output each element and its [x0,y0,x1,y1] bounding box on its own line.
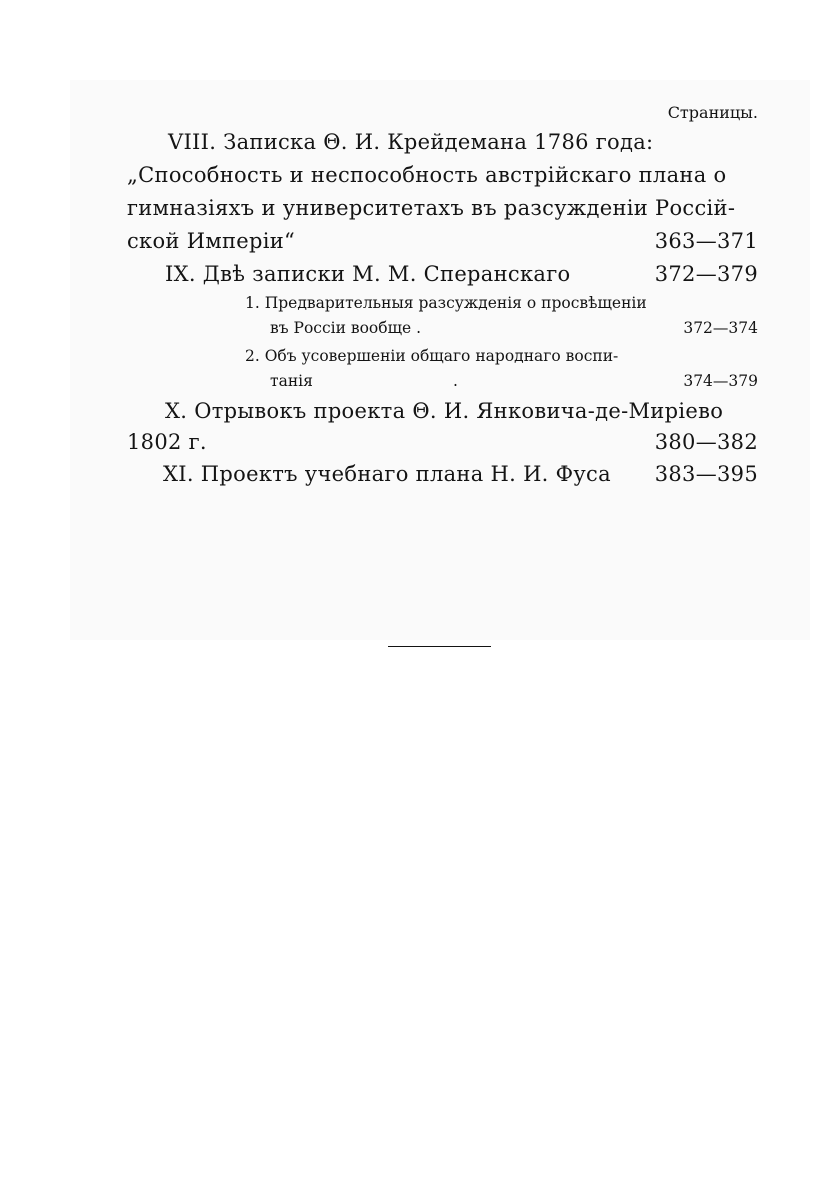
entry-viii-pages: 363—371 [654,229,758,253]
subentry-ix-2-line-2: танія [270,372,313,390]
closing-rule [388,646,491,647]
entry-ix-line-1: IX. Двѣ записки М. М. Сперанскаго [165,262,571,286]
subentry-ix-2-line-1: 2. Объ усовершеніи общаго народнаго воспи- [245,347,619,365]
entry-viii-line-2: „Способность и неспособность австрійскаго плана о [127,163,727,187]
subentry-ix-2-pages: 374—379 [683,372,758,390]
pages-column-header: Страницы. [667,103,758,122]
entry-viii-line-3: гимназіяхъ и университетахъ въ разсужденіи Россій- [127,196,736,220]
subentry-ix-1-line-2: въ Россіи вообще . [270,319,422,337]
entry-ix-pages: 372—379 [654,262,758,286]
entry-x-line-2: 1802 г. [127,430,207,454]
subentry-ix-1-line-1: 1. Предварительныя разсужденія о просвѣщеніи [245,294,647,312]
entry-viii-line-1: VIII. Записка Θ. И. Крейдемана 1786 года: [168,130,654,154]
entry-xi-line-1: XI. Проектъ учебнаго плана Н. И. Фуса [163,462,611,486]
entry-viii-line-4: ской Имперіи“ [127,229,296,253]
entry-x-line-1: X. Отрывокъ проекта Θ. И. Янковича-де-Миріево [165,399,724,423]
entry-xi-pages: 383—395 [654,462,758,486]
entry-x-pages: 380—382 [654,430,758,454]
subentry-ix-2-leader-dot: . [453,372,458,390]
subentry-ix-1-pages: 372—374 [683,319,758,337]
